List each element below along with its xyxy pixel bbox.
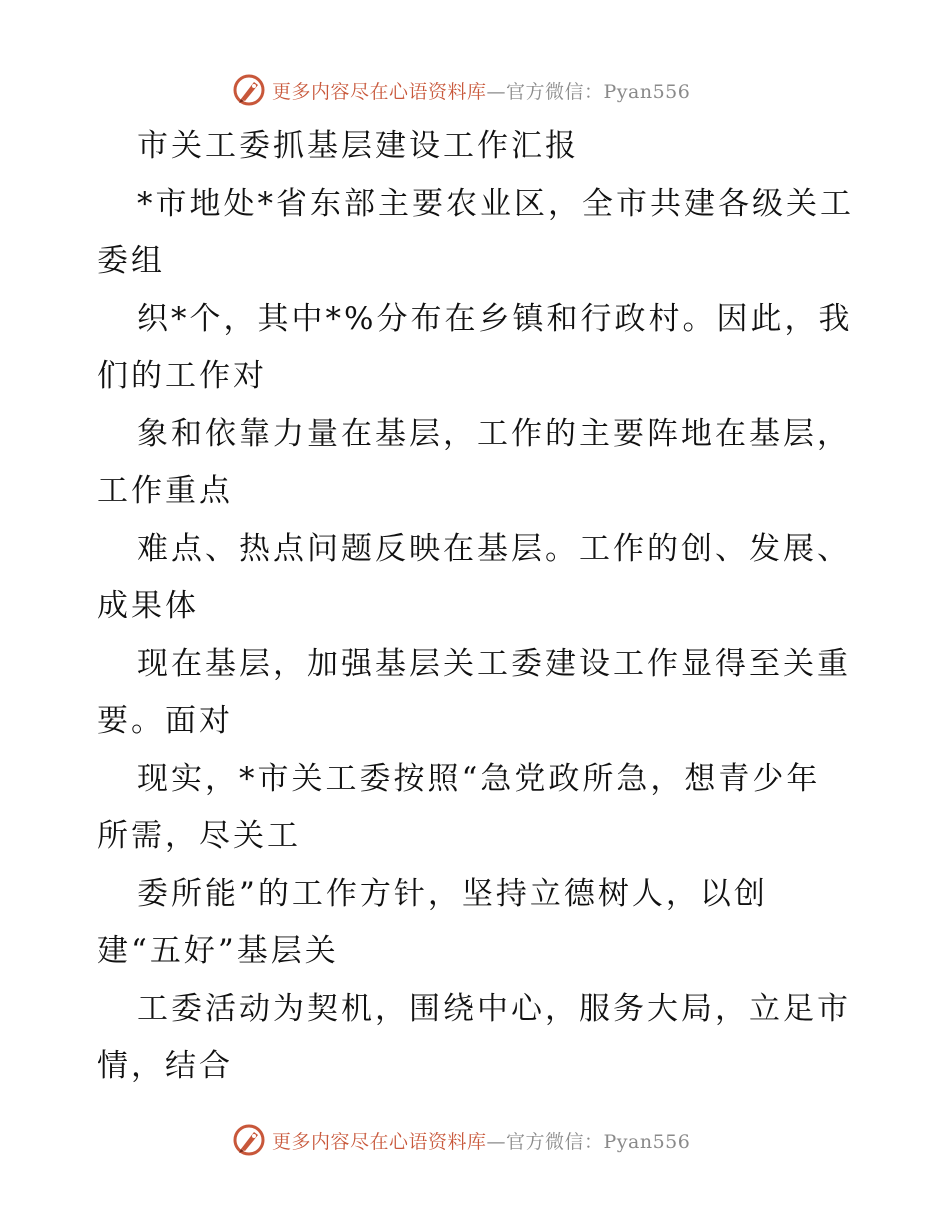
pen-seal-logo-icon (232, 73, 266, 107)
pen-seal-logo-icon (232, 1123, 266, 1157)
document-line: 象和依靠力量在基层，工作的主要阵地在基层， (137, 415, 851, 452)
document-line: 现实，*市关工委按照“急党政所急，想青少年 (137, 760, 821, 797)
document-body (97, 118, 867, 1096)
footer-banner-wechat: —官方微信：Pyan556 (486, 1130, 691, 1153)
document-line: 委所能”的工作方针，坚持立德树人，以创 (137, 875, 768, 912)
document-line: 工作重点 (97, 473, 233, 509)
footer-banner-main: 更多内容尽在心语资料库 (272, 1130, 487, 1153)
document-line: 委组 (97, 243, 165, 279)
document-line: 成果体 (97, 588, 199, 624)
document-title: 市关工委抓基层建设工作汇报 (137, 128, 579, 164)
document-line: 建“五好”基层关 (97, 933, 339, 969)
document-line: 要。面对 (97, 703, 233, 739)
footer-banner (232, 1122, 752, 1158)
header-banner-text (272, 77, 690, 104)
document-line: 现在基层，加强基层关工委建设工作显得至关重 (137, 645, 851, 682)
header-banner-main: 更多内容尽在心语资料库 (272, 80, 487, 103)
footer-banner-text (272, 1127, 690, 1154)
header-banner-wechat: —官方微信：Pyan556 (486, 80, 691, 103)
document-line: 所需，尽关工 (97, 818, 301, 854)
document-line: 工委活动为契机，围绕中心，服务大局，立足市 (137, 990, 851, 1027)
document-line: 难点、热点问题反映在基层。工作的创、发展、 (137, 530, 851, 567)
document-line: 情，结合 (97, 1048, 233, 1084)
document-line: *市地处*省东部主要农业区，全市共建各级关工 (137, 185, 854, 222)
document-line: 们的工作对 (97, 358, 267, 394)
header-banner (232, 72, 752, 108)
document-line: 织*个，其中*%分布在乡镇和行政村。因此，我 (137, 300, 853, 337)
